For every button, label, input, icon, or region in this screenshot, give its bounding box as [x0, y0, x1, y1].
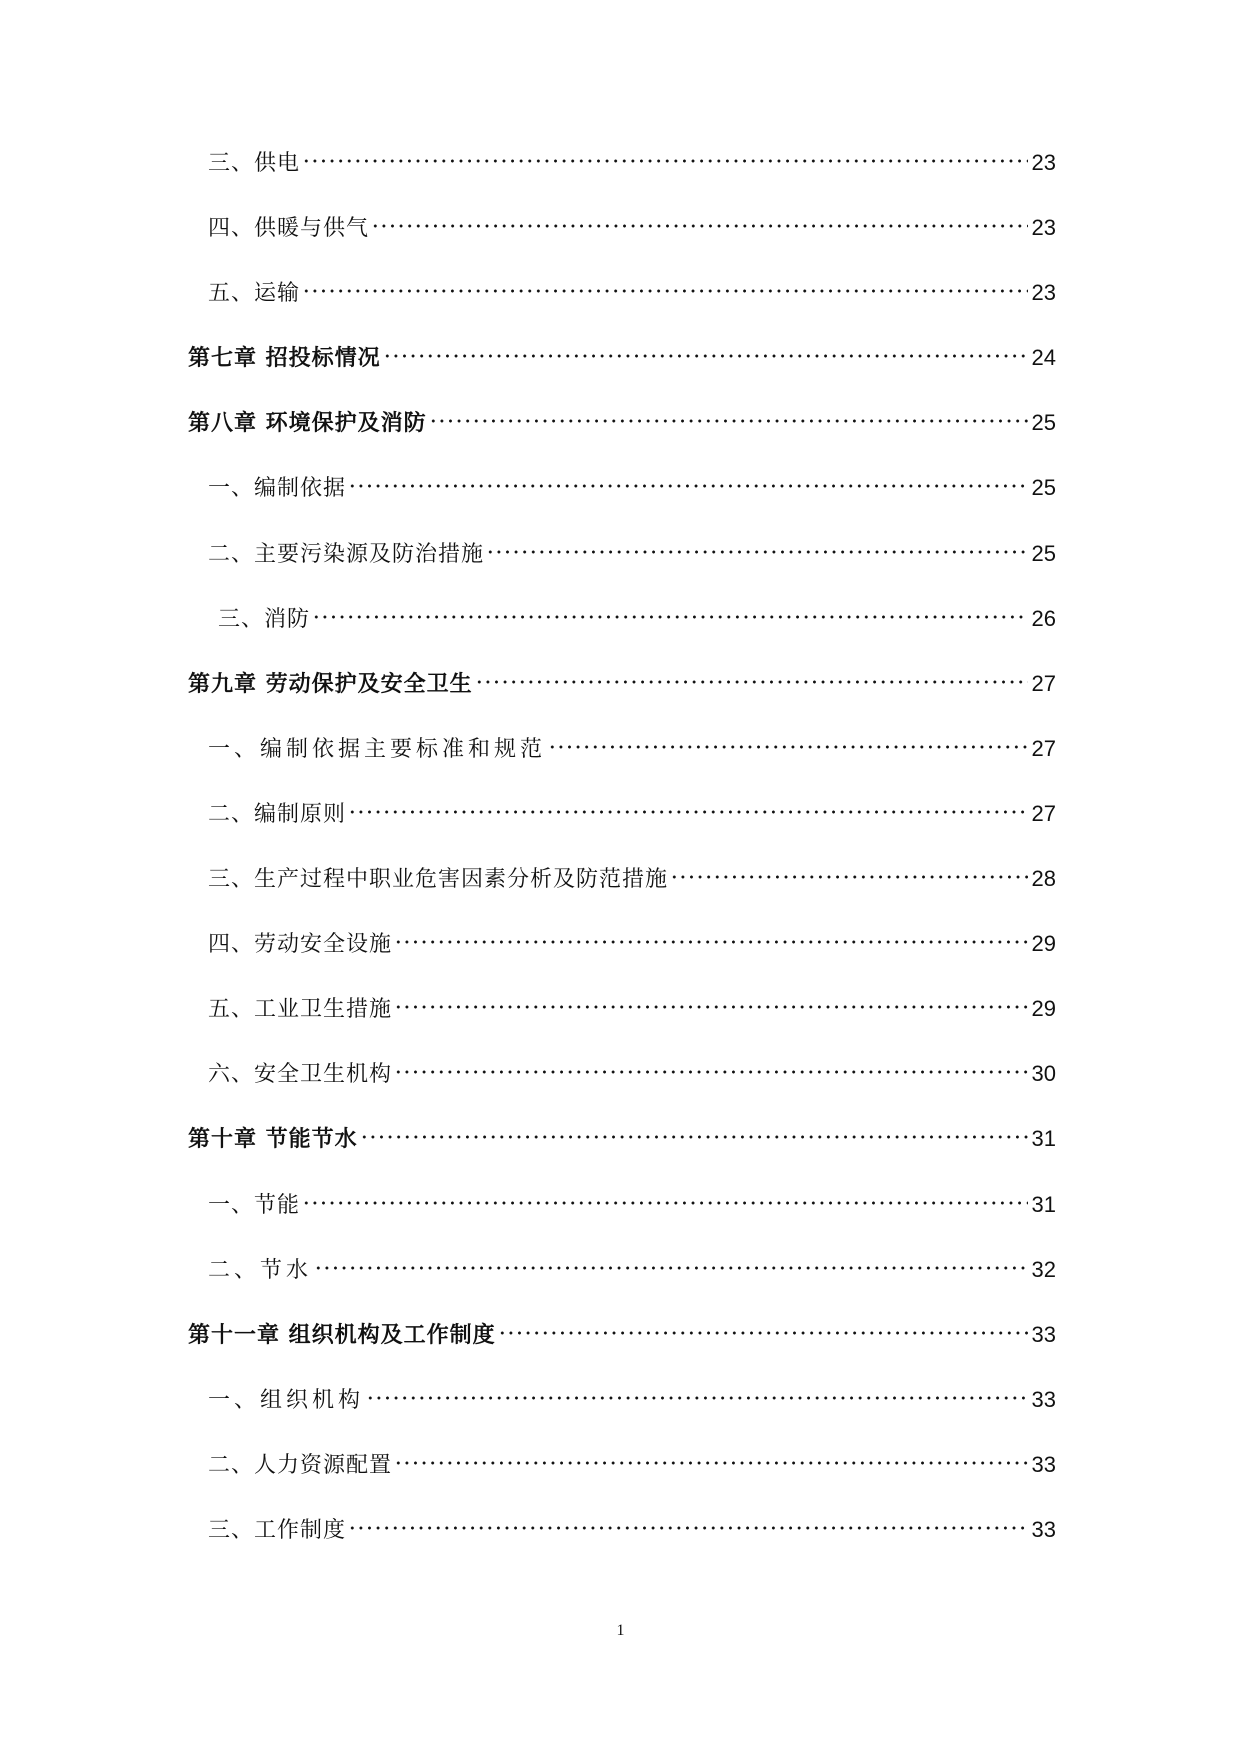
table-of-contents: [188, 146, 1056, 1578]
toc-section-entry[interactable]: [188, 276, 1056, 341]
toc-entry-title: 一、编制依据主要标准和规范: [208, 736, 547, 762]
toc-chapter-entry[interactable]: [188, 406, 1056, 471]
toc-section-entry[interactable]: [188, 797, 1056, 862]
toc-dot-leader: [429, 418, 1028, 424]
toc-entry-title: 二、编制原则: [208, 801, 347, 827]
toc-entry-title: 三、消防: [218, 606, 311, 632]
toc-section-entry[interactable]: [188, 1448, 1056, 1513]
toc-dot-leader: [314, 1265, 1028, 1271]
toc-dot-leader: [302, 158, 1028, 164]
toc-dot-leader: [475, 679, 1028, 685]
toc-section-entry[interactable]: [188, 1253, 1056, 1318]
toc-entry-title: 第七章 招投标情况: [188, 346, 381, 372]
toc-entry-page-number: 25: [1031, 410, 1056, 436]
toc-entry-title: 一、编制依据: [208, 476, 347, 502]
toc-entry-title: 第十章 节能节水: [188, 1127, 358, 1153]
toc-entry-page-number: 25: [1031, 540, 1056, 566]
page-number: 1: [616, 1622, 625, 1639]
toc-dot-leader: [302, 1200, 1028, 1206]
toc-entry-page-number: 33: [1031, 1386, 1056, 1412]
toc-entry-title: 三、供电: [208, 151, 301, 176]
toc-entry-page-number: 31: [1031, 1191, 1056, 1217]
toc-entry-page-number: 31: [1031, 1126, 1056, 1152]
toc-chapter-entry[interactable]: [188, 341, 1056, 406]
toc-chapter-entry[interactable]: [188, 1122, 1056, 1187]
toc-entry-title: 四、供暖与供气: [208, 216, 370, 242]
toc-dot-leader: [394, 939, 1028, 945]
toc-dot-leader: [348, 483, 1028, 489]
toc-chapter-entry[interactable]: [188, 667, 1056, 732]
toc-entry-page-number: 32: [1031, 1256, 1056, 1282]
toc-section-entry[interactable]: [188, 1383, 1056, 1448]
toc-entry-title: 第九章 劳动保护及安全卫生: [188, 671, 473, 697]
toc-section-entry[interactable]: [188, 732, 1056, 797]
toc-entry-page-number: 28: [1031, 866, 1056, 892]
toc-dot-leader: [371, 223, 1028, 229]
toc-entry-page-number: 23: [1031, 150, 1056, 175]
toc-section-entry[interactable]: [188, 927, 1056, 992]
toc-entry-page-number: 33: [1031, 1451, 1056, 1477]
toc-dot-leader: [498, 1330, 1028, 1336]
toc-dot-leader: [348, 809, 1028, 815]
toc-dot-leader: [348, 1525, 1028, 1531]
toc-entry-title: 五、运输: [208, 281, 301, 307]
toc-dot-leader: [394, 1069, 1028, 1075]
toc-dot-leader: [548, 744, 1028, 750]
toc-entry-title: 第十一章 组织机构及工作制度: [188, 1322, 496, 1348]
toc-section-entry[interactable]: [188, 992, 1056, 1057]
toc-entry-page-number: 26: [1031, 605, 1056, 631]
toc-section-entry[interactable]: [188, 211, 1056, 276]
toc-entry-title: 五、工业卫生措施: [208, 997, 393, 1023]
toc-entry-title: 三、生产过程中职业危害因素分析及防范措施: [208, 867, 669, 893]
toc-dot-leader: [394, 1004, 1028, 1010]
toc-section-entry[interactable]: [188, 862, 1056, 927]
toc-section-entry[interactable]: [188, 146, 1056, 211]
toc-entry-page-number: 23: [1031, 280, 1056, 306]
toc-entry-page-number: 27: [1031, 800, 1056, 826]
toc-entry-title: 二、主要污染源及防治措施: [208, 541, 485, 567]
toc-entry-page-number: 33: [1031, 1321, 1056, 1347]
toc-dot-leader: [312, 614, 1028, 620]
toc-entry-title: 一、节能: [208, 1192, 301, 1218]
toc-entry-title: 一、组织机构: [208, 1387, 365, 1413]
toc-entry-title: 二、节水: [208, 1257, 313, 1283]
toc-chapter-entry[interactable]: [188, 1318, 1056, 1383]
toc-section-entry[interactable]: [188, 1513, 1056, 1578]
toc-dot-leader: [360, 1134, 1028, 1140]
toc-entry-page-number: 24: [1031, 345, 1056, 371]
toc-entry-page-number: 27: [1031, 670, 1056, 696]
toc-entry-page-number: 25: [1031, 475, 1056, 501]
toc-section-entry[interactable]: [188, 537, 1056, 602]
toc-entry-title: 第八章 环境保护及消防: [188, 411, 427, 437]
toc-entry-title: 二、人力资源配置: [208, 1452, 393, 1478]
toc-entry-page-number: 27: [1031, 735, 1056, 761]
toc-dot-leader: [394, 1460, 1028, 1466]
toc-entry-title: 四、劳动安全设施: [208, 932, 393, 958]
toc-section-entry[interactable]: [188, 471, 1056, 536]
toc-dot-leader: [383, 353, 1028, 359]
toc-section-entry[interactable]: [188, 1188, 1056, 1253]
toc-entry-page-number: 29: [1031, 931, 1056, 957]
toc-entry-page-number: 29: [1031, 996, 1056, 1022]
toc-entry-title: 三、工作制度: [208, 1517, 347, 1543]
toc-dot-leader: [366, 1395, 1028, 1401]
toc-section-entry[interactable]: [188, 602, 1056, 667]
toc-entry-page-number: 23: [1031, 215, 1056, 241]
toc-dot-leader: [302, 288, 1028, 294]
toc-dot-leader: [486, 549, 1028, 555]
toc-entry-page-number: 30: [1031, 1061, 1056, 1087]
toc-entry-page-number: 33: [1031, 1516, 1056, 1542]
toc-entry-title: 六、安全卫生机构: [208, 1062, 393, 1088]
toc-section-entry[interactable]: [188, 1057, 1056, 1122]
toc-dot-leader: [670, 874, 1028, 880]
